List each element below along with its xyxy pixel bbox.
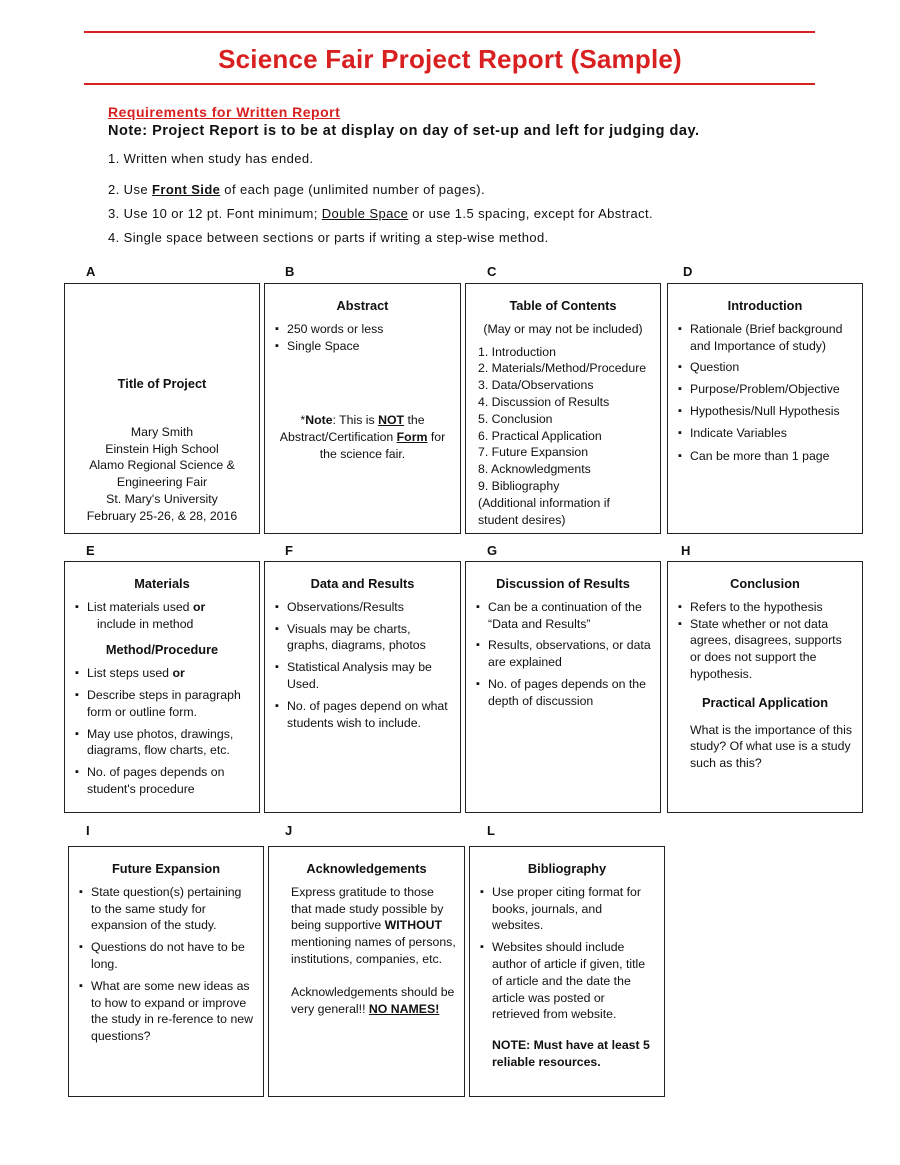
box-h-subtitle: Practical Application xyxy=(701,694,829,710)
section-letter-b: B xyxy=(285,264,295,279)
section-letter-a: A xyxy=(86,264,96,279)
requirements-note: Note: Project Report is to be at display on day of set-up and left for judging day. xyxy=(108,123,700,139)
requirement-item-3: 3. Use 10 or 12 pt. Font minimum; Double Space or use 1.5 spacing, except for Abstract. xyxy=(108,206,653,221)
box-h-text: What is the importance of this study? Of what use is a study such as this? xyxy=(690,722,852,771)
section-letter-l: L xyxy=(487,823,495,838)
box-i-bullet: ▪ State question(s) pertaining to the same study for expansion of the study. xyxy=(77,884,255,934)
toc-item: 6. Practical Application xyxy=(478,428,602,443)
box-h-bullet: ▪ Refers to the hypothesis xyxy=(676,599,854,616)
toc-item: 8. Acknowledgments xyxy=(478,462,591,477)
box-j-paragraph-2: Acknowledgements should be very general!! NO NAMES! xyxy=(291,984,455,1016)
box-e-bullet: ▪ No. of pages depends on student's procedure xyxy=(73,764,251,798)
box-l-bullet: ▪ Websites should include author of article if given, title of article and the date the article was posted or retrieved from website. xyxy=(478,939,656,1023)
box-e-bullet: ▪ List materials used or include in method xyxy=(73,599,251,633)
box-b-note: *Note: This is NOT the Abstract/Certification Form for the science fair. xyxy=(279,413,446,461)
toc-item: (Additional information if student desires) xyxy=(478,495,610,527)
section-letter-g: G xyxy=(487,543,498,558)
box-c-subtitle: (May or may not be included) xyxy=(483,321,643,336)
box-j-title: Acknowledgements xyxy=(306,861,427,876)
box-h-bullet: ▪ State whether or not data agrees, disagrees, supports or does not support the hypothesis. xyxy=(676,616,854,683)
box-g-bullet: ▪ Can be a continuation of the “Data and Results” xyxy=(474,599,652,633)
box-g-bullet: ▪ No. of pages depends on the depth of discussion xyxy=(474,676,652,710)
box-bibliography xyxy=(469,846,665,1097)
box-i-bullet: ▪ Questions do not have to be long. xyxy=(77,939,255,973)
box-a-line: Mary Smith xyxy=(130,424,194,439)
box-introduction xyxy=(667,283,863,534)
box-b-title: Abstract xyxy=(336,298,389,313)
box-f-title: Data and Results xyxy=(310,576,415,591)
toc-item: 2. Materials/Method/Procedure xyxy=(478,361,647,376)
box-d-bullet: ▪ Can be more than 1 page xyxy=(676,448,854,465)
box-abstract xyxy=(264,283,461,534)
box-g-bullet: ▪ Results, observations, or data are explained xyxy=(474,637,652,671)
box-d-title: Introduction xyxy=(727,298,803,313)
box-l-title: Bibliography xyxy=(527,861,607,876)
toc-item: 7. Future Expansion xyxy=(478,445,589,460)
box-table-of-contents xyxy=(465,283,661,534)
section-letter-c: C xyxy=(487,264,497,279)
box-d-bullet: ▪ Indicate Variables xyxy=(676,425,854,442)
toc-item: 4. Discussion of Results xyxy=(478,394,610,409)
box-a-line: St. Mary's University xyxy=(106,491,218,506)
box-h-title: Conclusion xyxy=(730,576,800,591)
requirements-heading: Requirements for Written Report xyxy=(108,104,341,120)
box-data-and-results xyxy=(264,561,461,813)
page-title: Science Fair Project Report (Sample) xyxy=(218,44,682,74)
box-a-line: Alamo Regional Science & xyxy=(89,458,235,473)
box-l-bullet: ▪ Use proper citing format for books, journals, and websites. xyxy=(478,884,656,934)
box-a-line: Einstein High School xyxy=(105,441,219,456)
box-e-bullet: ▪ Describe steps in paragraph form or outline form. xyxy=(73,687,251,721)
box-f-bullet: ▪ Visuals may be charts, graphs, diagrams, photos xyxy=(273,621,452,655)
box-title-of-project xyxy=(64,283,260,534)
requirement-item-4: 4. Single space between sections or parts if writing a step-wise method. xyxy=(108,230,549,245)
section-letter-j: J xyxy=(285,823,293,838)
box-d-bullet: ▪ Question xyxy=(676,359,854,376)
top-rule xyxy=(84,31,815,33)
box-i-bullet: ▪ What are some new ideas as to how to expand or improve the study in re-ference to new questions? xyxy=(77,978,255,1045)
section-letter-e: E xyxy=(86,543,95,558)
box-f-bullet: ▪ Statistical Analysis may be Used. xyxy=(273,659,452,693)
toc-item: 9. Bibliography xyxy=(478,478,560,493)
section-letter-f: F xyxy=(285,543,293,558)
box-b-bullet: ▪ 250 words or less xyxy=(273,321,452,338)
box-acknowledgements xyxy=(268,846,465,1097)
section-letter-i: I xyxy=(86,823,90,838)
section-letter-d: D xyxy=(683,264,693,279)
box-j-paragraph-1: Express gratitude to those that made study possible by being supportive WITHOUT mentioning names of persons, institutions, companies, etc. xyxy=(291,884,456,966)
box-discussion-of-results xyxy=(465,561,661,813)
box-i-title: Future Expansion xyxy=(111,861,221,876)
box-e-bullet: ▪ List steps used or xyxy=(73,665,251,682)
toc-item: 5. Conclusion xyxy=(478,411,553,426)
box-f-bullet: ▪ Observations/Results xyxy=(273,599,452,616)
box-c-title: Table of Contents xyxy=(509,298,617,313)
box-e-bullet: ▪ May use photos, drawings, diagrams, flow charts, etc. xyxy=(73,726,251,760)
box-d-bullet: ▪ Purpose/Problem/Objective xyxy=(676,381,854,398)
toc-item: 3. Data/Observations xyxy=(478,378,594,393)
toc-item: 1. Introduction xyxy=(478,344,556,359)
box-e-subtitle: Method/Procedure xyxy=(105,642,219,658)
box-d-bullet: ▪ Rationale (Brief background and Importance of study) xyxy=(676,321,854,355)
box-a-line: February 25-26, & 28, 2016 xyxy=(86,508,238,523)
box-d-bullet: ▪ Hypothesis/Null Hypothesis xyxy=(676,403,854,420)
box-future-expansion xyxy=(68,846,264,1097)
box-a-line: Engineering Fair xyxy=(116,475,208,490)
title-underline-rule xyxy=(84,83,815,85)
box-b-bullet: ▪ Single Space xyxy=(273,338,452,355)
box-e-title: Materials xyxy=(134,576,190,591)
requirement-item-1: 1. Written when study has ended. xyxy=(108,151,314,166)
box-a-title: Title of Project xyxy=(117,376,207,391)
box-l-note: NOTE: Must have at least 5 reliable resources. xyxy=(492,1038,650,1069)
section-letter-h: H xyxy=(681,543,691,558)
box-materials-method xyxy=(64,561,260,813)
box-conclusion xyxy=(667,561,863,813)
box-f-bullet: ▪ No. of pages depend on what students wish to include. xyxy=(273,698,452,732)
requirement-item-2: 2. Use Front Side of each page (unlimited number of pages). xyxy=(108,182,485,197)
box-g-title: Discussion of Results xyxy=(496,576,630,591)
